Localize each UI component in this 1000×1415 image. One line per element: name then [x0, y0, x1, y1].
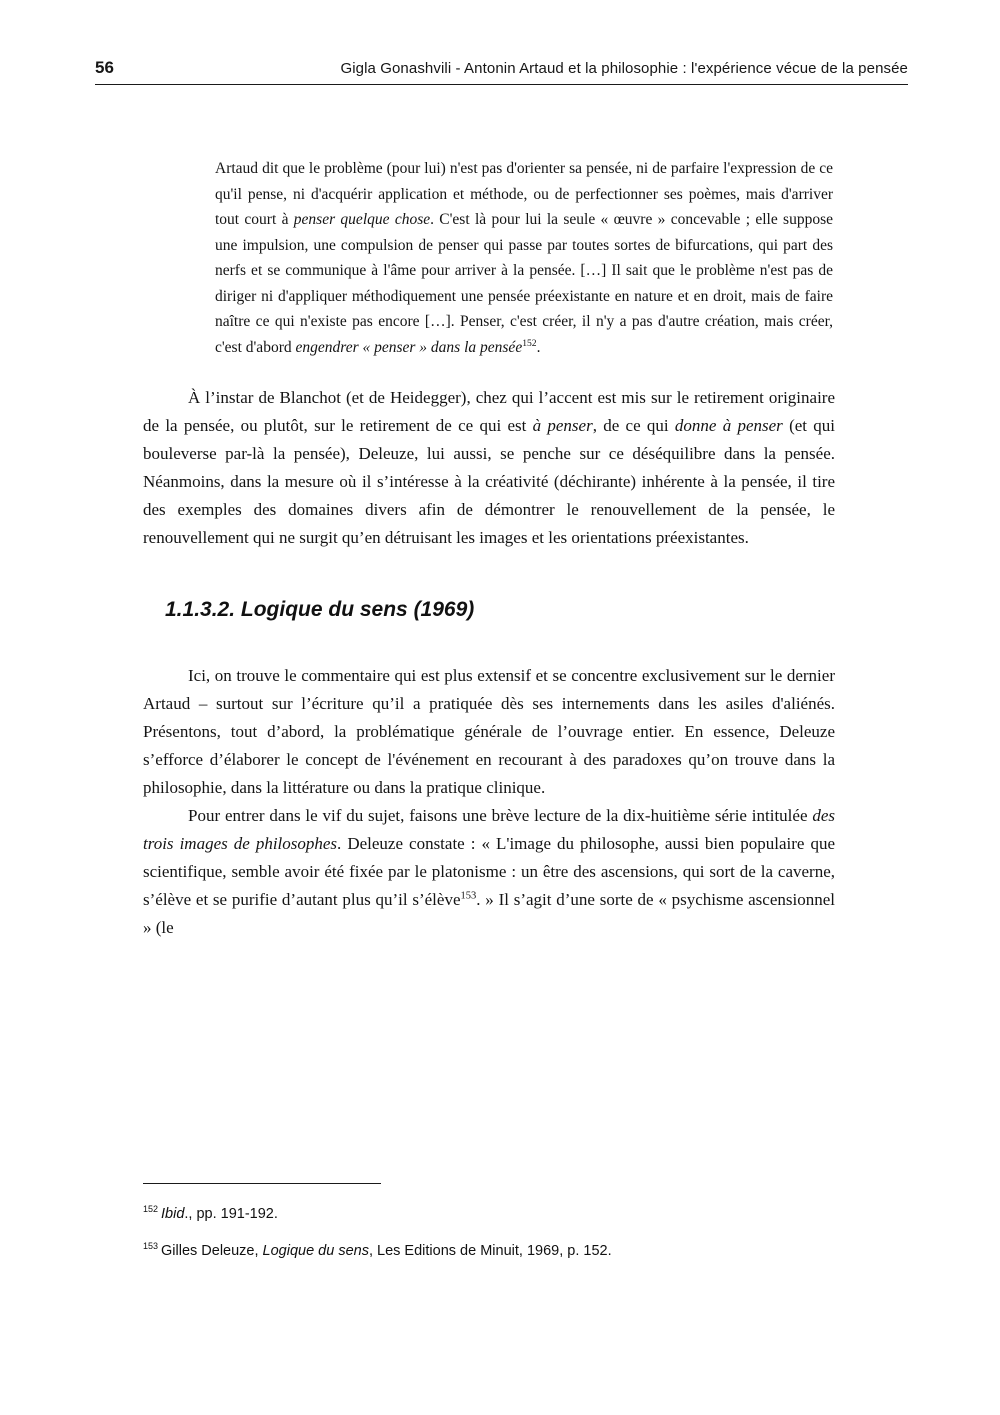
text-run: , de ce qui [592, 416, 675, 435]
block-quote-artaud [215, 156, 833, 360]
footnote-number: 152 [143, 1204, 158, 1214]
text-run: , Les Editions de Minuit, 1969, p. 152. [368, 1242, 612, 1259]
paragraph-dix-huitieme-serie [143, 802, 835, 942]
text-run: Ibid [161, 1205, 185, 1222]
footnotes-section [143, 1183, 835, 1274]
paragraph-blanchot-heidegger [143, 384, 835, 552]
text-run: penser quelque chose [293, 211, 431, 228]
header-rule [95, 84, 908, 85]
page-number: 56 [95, 58, 114, 77]
footnote-153 [143, 1237, 835, 1261]
page-body [143, 156, 835, 942]
text-run: Artaud dit que le problème (pour lui) n'est pas d'orienter sa pensée, ni de parfaire l'expression de ce qu'il pense, ni d'acquérir application et méthode, ou de perfectionner ses poèmes, mais d'arriver tout court à [215, 160, 833, 228]
text-run: . Deleuze constate : « L'image du philosophe, aussi bien populaire que scientifique, semble avoir été fixée par le platonisme : un être des ascensions, qui sort de la caverne, s’élève et se purifie d’autant plus qu’il s’élève [143, 834, 835, 909]
page-header [95, 58, 908, 78]
text-run: donne à penser [674, 416, 783, 435]
footnote-152 [143, 1200, 835, 1224]
footnote-text [161, 1243, 612, 1259]
text-run: ., pp. 191-192. [184, 1205, 278, 1222]
footnote-number: 153 [143, 1240, 158, 1251]
footnote-reference: 153 [460, 890, 477, 902]
text-run: Ici, on trouve le commentaire qui est plus extensif et se concentre exclusivement sur le dernier Artaud – surtout sur l’écriture qu’il a pratiquée dès ses internements dans les asiles d'aliénés. Présentons, tout d’abord, la problématique générale de l’ouvrage entier. En essence, Deleuze s’efforce d’élaborer le concept de l'événement en recourant à des paradoxes qu’on trouve dans la philosophie, dans la littérature ou dans la pratique clinique. [143, 666, 835, 797]
footnote-reference: 152 [522, 337, 537, 349]
text-run: À l’instar de Blanchot (et de Heidegger), chez qui l’accent est mis sur le retirement originaire de la pensée, ou plutôt, sur le retirement de ce qui est [143, 388, 835, 435]
text-run: Pour entrer dans le vif du sujet, faisons une brève lecture de la dix-huitième série intitulée [188, 806, 813, 825]
paragraph-commentaire [143, 662, 835, 802]
footnote-text [161, 1206, 278, 1222]
footnote-separator-rule [143, 1183, 381, 1184]
running-header-title: Gigla Gonashvili - Antonin Artaud et la philosophie : l'expérience vécue de la pensée [340, 60, 908, 77]
text-run: . [536, 338, 541, 356]
text-run: (et qui bouleverse par-là la pensée), Deleuze, lui aussi, se penche sur ce déséquilibre dans la pensée. Néanmoins, dans la mesure où il s’intéresse à la créativité (déchirante) inhérente à la pensée, il tire des exemples des domaines divers afin de démontrer le renouvellement de la pensée, le renouvellement qui ne surgit qu’en détruisant les images et les orientations préexistantes. [143, 416, 835, 547]
section-heading-logique-du-sens: 1.1.3.2. Logique du sens (1969) [165, 598, 475, 621]
text-run: . » Il s’agit d’une sorte de « psychisme ascensionnel » (le [143, 890, 835, 937]
text-run: Logique du sens [262, 1242, 369, 1259]
text-run: . C'est là pour lui la seule « œuvre » concevable ; elle suppose une impulsion, une compulsion de penser qui passe par toutes sortes de bifurcations, qui part des nerfs et se communique à l'âme pour arriver à la pensée. […] Il sait que le problème n'est pas de diriger ni d'appliquer méthodiquement une pensée préexistante en nature et en droit, mais de faire naître ce qui n'existe pas encore […]. Penser, c'est créer, il n'y a pas d'autre création, mais créer, c'est d'abord [215, 211, 833, 356]
text-run: engendrer « penser » dans la pensée [295, 338, 523, 356]
text-run: à penser [532, 416, 593, 435]
text-run: Gilles Deleuze, [161, 1242, 263, 1259]
text-run: des trois images de philosophes [143, 806, 835, 853]
